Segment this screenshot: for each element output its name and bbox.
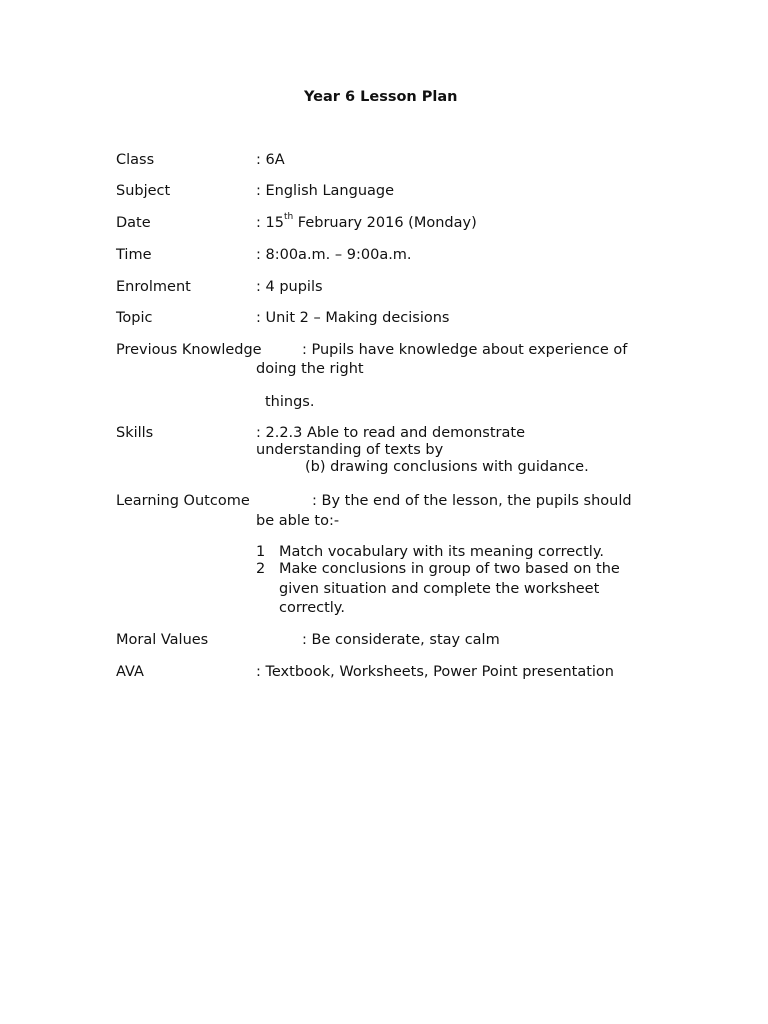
learning-outcome-line1: : By the end of the lesson, the pupils should [312, 493, 632, 509]
page-title: Year 6 Lesson Plan [304, 89, 458, 105]
time-label: Time [116, 247, 152, 263]
outcome-item-text: Make conclusions in group of two based on the [279, 561, 620, 577]
learning-outcome-line2: be able to:- [256, 513, 340, 529]
skills-label: Skills [116, 425, 154, 441]
class-label: Class [116, 152, 155, 168]
previous-knowledge-label: Previous Knowledge [116, 342, 262, 358]
topic-label: Topic [116, 310, 153, 326]
date-rest: February 2016 (Monday) [293, 215, 477, 231]
enrolment-value: : 4 pupils [256, 279, 323, 295]
skills-line3: (b) drawing conclusions with guidance. [305, 459, 589, 475]
previous-knowledge-line3: things. [265, 394, 315, 410]
previous-knowledge-line2: doing the right [256, 361, 364, 377]
subject-value: : English Language [256, 183, 395, 199]
enrolment-label: Enrolment [116, 279, 191, 295]
outcome-item-text: given situation and complete the worksheet [279, 581, 600, 597]
date-value [256, 214, 477, 232]
class-value: : 6A [256, 152, 285, 168]
moral-values-label: Moral Values [116, 632, 209, 648]
outcome-item-number: 2 [256, 561, 266, 577]
skills-line1: : 2.2.3 Able to read and demonstrate [256, 425, 526, 441]
skills-line2: understanding of texts by [256, 442, 444, 458]
previous-knowledge-line1: : Pupils have knowledge about experience of [302, 342, 628, 358]
time-value: : 8:00a.m. – 9:00a.m. [256, 247, 412, 263]
learning-outcome-label: Learning Outcome [116, 493, 250, 509]
moral-values-value: : Be considerate, stay calm [302, 632, 500, 648]
outcome-item-text: Match vocabulary with its meaning correctly. [279, 544, 604, 560]
outcome-item-number: 1 [256, 544, 266, 560]
subject-label: Subject [116, 183, 171, 199]
date-label: Date [116, 215, 151, 231]
outcome-item-text: correctly. [279, 600, 345, 616]
topic-value: : Unit 2 – Making decisions [256, 310, 450, 326]
ava-value: : Textbook, Worksheets, Power Point presentation [256, 664, 614, 680]
date-day: : 15 [256, 215, 284, 231]
ava-label: AVA [116, 664, 144, 680]
date-ordinal: th [283, 212, 294, 222]
